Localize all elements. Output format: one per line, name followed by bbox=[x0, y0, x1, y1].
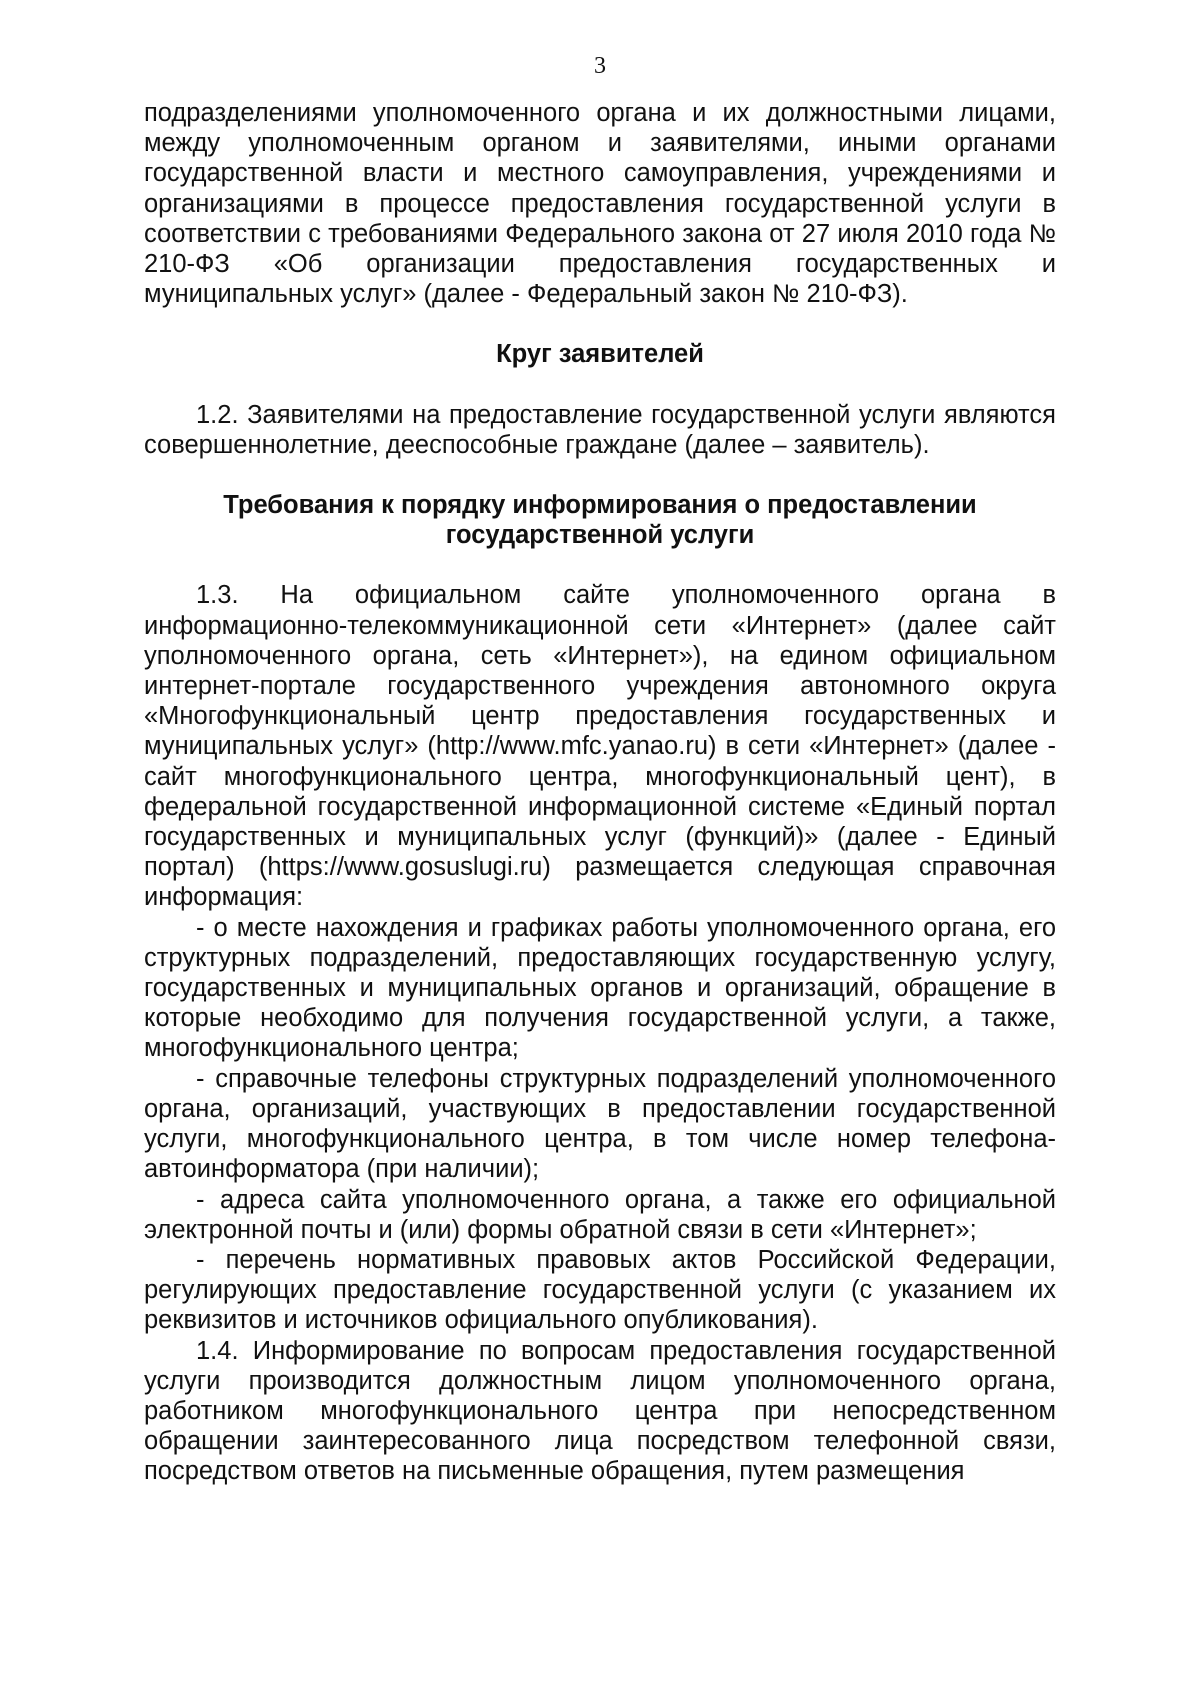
page-number: 3 bbox=[594, 53, 606, 79]
list-item: - перечень нормативных правовых актов Российской Федерации, регулирующих предоставление государственной услуги (с указанием их реквизитов и источников официального опубликования). bbox=[144, 1245, 1056, 1335]
document-body bbox=[144, 98, 1056, 1487]
list-item: - о месте нахождения и графиках работы уполномоченного органа, его структурных подразделений, предоставляющих государственную услугу, государственных и муниципальных органов и организаций, обращение в которые необходимо для получения государственной услуги, а также, многофункционального центра; bbox=[144, 913, 1056, 1063]
intro-paragraph: подразделениями уполномоченного органа и их должностными лицами, между уполномоченным органом и заявителями, иными органами государственной власти и местного самоуправления, учреждениями и организациями в процессе предоставления государственной услуги в соответствии с требованиями Федерального закона от 27 июля 2010 года № 210-ФЗ «Об организации предоставления государственных и муниципальных услуг» (далее - Федеральный закон № 210-ФЗ). bbox=[144, 99, 1056, 309]
paragraph-1-2: 1.2. Заявителями на предоставление государственной услуги являются совершеннолетние, дееспособные граждане (далее – заявитель). bbox=[144, 400, 1056, 459]
section-heading-informing bbox=[144, 490, 1056, 550]
section-heading-line: Требования к порядку информирования о предоставлении bbox=[223, 491, 977, 520]
list-item: - справочные телефоны структурных подразделений уполномоченного органа, организаций, участвующих в предоставлении государственной услуги, многофункционального центра, в том числе номер телефона-автоинформатора (при наличии); bbox=[144, 1064, 1056, 1184]
section-heading-applicants: Круг заявителей bbox=[496, 340, 704, 369]
section-heading-line: государственной услуги bbox=[445, 521, 755, 550]
paragraph-1-3: 1.3. На официальном сайте уполномоченного органа в информационно-телекоммуникационной сети «Интернет» (далее сайт уполномоченного органа, сеть «Интернет»), на едином официальном интернет-портале государственного учреждения автономного округа «Многофункциональный центр предоставления государственных и муниципальных услуг» (http://www.mfc.yanao.ru) в сети «Интернет» (далее - сайт многофункционального центра, многофункциональный цент), в федеральной государственной информационной системе «Единый портал государственных и муниципальных услуг (функций)» (далее - Единый портал) (https://www.gosuslugi.ru) размещается следующая справочная информация: bbox=[144, 581, 1056, 912]
list-item: - адреса сайта уполномоченного органа, а также его официальной электронной почты и (или) формы обратной связи в сети «Интернет»; bbox=[144, 1185, 1056, 1244]
paragraph-1-4: 1.4. Информирование по вопросам предоставления государственной услуги производится должностным лицом уполномоченного органа, работником многофункционального центра при непосредственном обращении заинтересованного лица посредством телефонной связи, посредством ответов на письменные обращения, путем размещения bbox=[144, 1336, 1056, 1486]
